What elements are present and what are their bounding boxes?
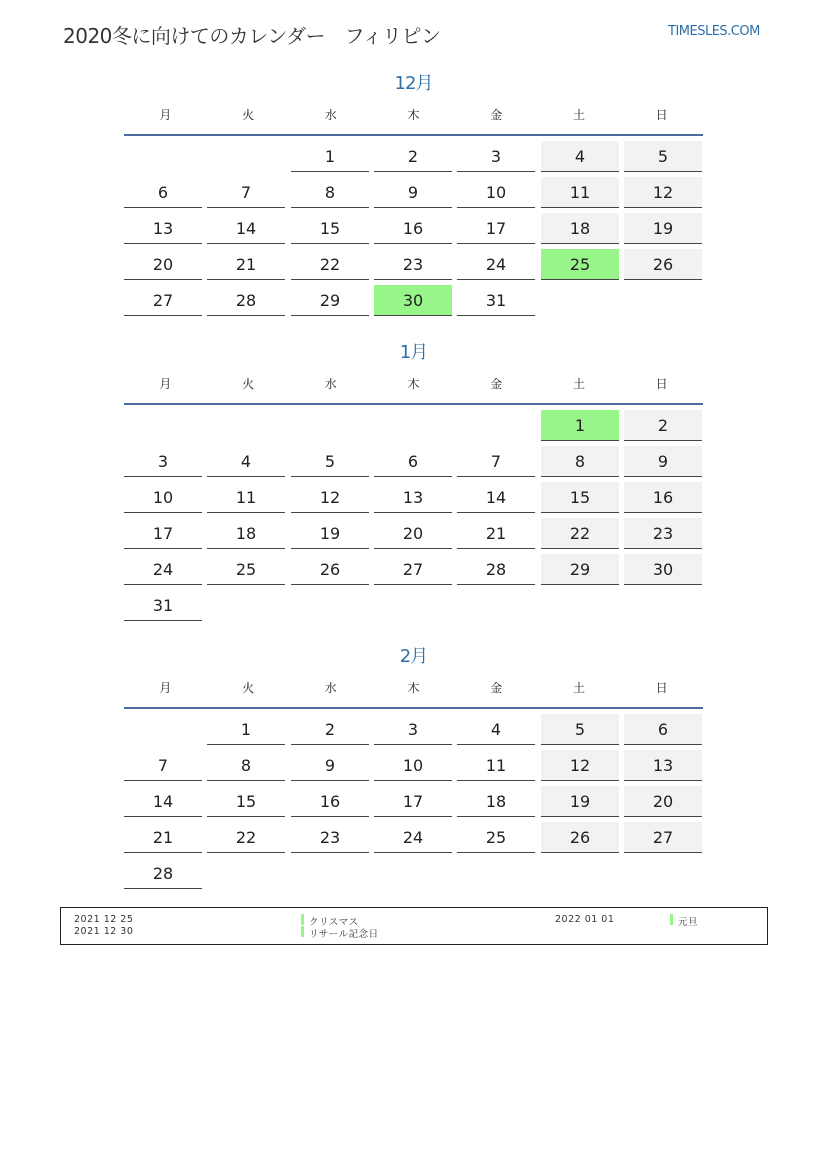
- weekday-label: 金: [490, 377, 503, 391]
- day-cell: 6: [124, 177, 202, 208]
- month-title: 12月: [394, 73, 433, 94]
- header-divider: [124, 707, 703, 709]
- day-cell: 23: [374, 249, 452, 280]
- day-cell: 13: [624, 750, 702, 781]
- day-cell: 14: [207, 213, 285, 244]
- weekday-header: [124, 679, 703, 705]
- day-cell: 4: [457, 714, 535, 745]
- day-cell: 22: [541, 518, 619, 549]
- day-cell: 7: [207, 177, 285, 208]
- holiday-marker: [301, 914, 304, 925]
- weekday-label: 木: [407, 108, 420, 122]
- day-cell: 17: [457, 213, 535, 244]
- weekday-label: 木: [407, 377, 420, 391]
- day-cell: 12: [541, 750, 619, 781]
- weekday-label: 火: [242, 377, 255, 391]
- day-cell: 24: [457, 249, 535, 280]
- holiday-day-cell: 25: [541, 249, 619, 280]
- day-cell: 15: [541, 482, 619, 513]
- header-divider: [124, 134, 703, 136]
- weekday-label: 土: [572, 108, 585, 122]
- day-cell: 3: [374, 714, 452, 745]
- day-cell: 2: [291, 714, 369, 745]
- day-cell: 10: [124, 482, 202, 513]
- day-cell: 23: [624, 518, 702, 549]
- day-cell: 14: [457, 482, 535, 513]
- day-cell: 21: [207, 249, 285, 280]
- day-cell: 22: [291, 249, 369, 280]
- day-cell: 17: [374, 786, 452, 817]
- weekday-label: 水: [324, 108, 337, 122]
- day-cell: 15: [291, 213, 369, 244]
- weekday-label: 月: [159, 377, 172, 391]
- legend-date: 2021 12 25: [74, 914, 134, 925]
- day-cell: 6: [624, 714, 702, 745]
- day-cell: 18: [457, 786, 535, 817]
- day-cell: 31: [457, 285, 535, 316]
- weekday-label: 土: [572, 681, 585, 695]
- weekday-label: 日: [655, 377, 668, 391]
- weekday-label: 火: [242, 681, 255, 695]
- weekday-header: [124, 375, 703, 401]
- day-cell: 31: [124, 590, 202, 621]
- day-cell: 1: [207, 714, 285, 745]
- day-grid: [124, 410, 703, 626]
- day-cell: 12: [624, 177, 702, 208]
- weekday-label: 木: [407, 681, 420, 695]
- day-cell: 10: [457, 177, 535, 208]
- day-cell: 26: [541, 822, 619, 853]
- day-cell: 14: [124, 786, 202, 817]
- day-cell: 7: [124, 750, 202, 781]
- day-cell: 16: [374, 213, 452, 244]
- day-cell: 11: [457, 750, 535, 781]
- month-title: 1月: [399, 342, 428, 363]
- weekday-label: 月: [159, 108, 172, 122]
- day-cell: 8: [207, 750, 285, 781]
- weekday-header: [124, 106, 703, 132]
- day-cell: 9: [624, 446, 702, 477]
- day-cell: 3: [457, 141, 535, 172]
- legend-holiday-name: リサール記念日: [309, 929, 379, 940]
- day-cell: 1: [291, 141, 369, 172]
- day-cell: 13: [374, 482, 452, 513]
- day-cell: 27: [374, 554, 452, 585]
- day-cell: 27: [124, 285, 202, 316]
- day-cell: 24: [124, 554, 202, 585]
- legend-date: 2022 01 01: [555, 914, 615, 925]
- day-cell: 4: [541, 141, 619, 172]
- day-cell: 19: [624, 213, 702, 244]
- day-cell: 10: [374, 750, 452, 781]
- month-block: [124, 339, 703, 626]
- day-cell: 9: [291, 750, 369, 781]
- day-cell: 6: [374, 446, 452, 477]
- day-cell: 18: [541, 213, 619, 244]
- weekday-label: 水: [324, 377, 337, 391]
- day-cell: 29: [541, 554, 619, 585]
- day-cell: 20: [124, 249, 202, 280]
- weekday-label: 火: [242, 108, 255, 122]
- month-block: [124, 643, 703, 894]
- day-cell: 8: [291, 177, 369, 208]
- holiday-marker: [670, 914, 673, 925]
- brand-link[interactable]: TIMESLES.COM: [668, 24, 760, 39]
- day-cell: 28: [457, 554, 535, 585]
- day-cell: 16: [624, 482, 702, 513]
- month-block: [124, 70, 703, 321]
- day-cell: 26: [624, 249, 702, 280]
- weekday-label: 土: [572, 377, 585, 391]
- day-cell: 28: [207, 285, 285, 316]
- day-cell: 4: [207, 446, 285, 477]
- legend-date: 2021 12 30: [74, 926, 134, 937]
- day-cell: 2: [374, 141, 452, 172]
- day-cell: 3: [124, 446, 202, 477]
- legend-holiday-name: クリスマス: [309, 917, 359, 928]
- day-cell: 21: [124, 822, 202, 853]
- day-cell: 25: [207, 554, 285, 585]
- day-cell: 22: [207, 822, 285, 853]
- day-cell: 5: [624, 141, 702, 172]
- day-cell: 30: [624, 554, 702, 585]
- day-cell: 9: [374, 177, 452, 208]
- day-cell: 12: [291, 482, 369, 513]
- day-cell: 13: [124, 213, 202, 244]
- day-cell: 19: [291, 518, 369, 549]
- day-cell: 18: [207, 518, 285, 549]
- holiday-marker: [301, 926, 304, 937]
- weekday-label: 日: [655, 108, 668, 122]
- day-cell: 11: [207, 482, 285, 513]
- day-cell: 26: [291, 554, 369, 585]
- day-cell: 5: [291, 446, 369, 477]
- day-cell: 21: [457, 518, 535, 549]
- day-cell: 16: [291, 786, 369, 817]
- day-cell: 20: [624, 786, 702, 817]
- weekday-label: 金: [490, 681, 503, 695]
- page-title: 2020冬に向けてのカレンダー フィリピン: [63, 24, 441, 48]
- day-grid: [124, 714, 703, 894]
- day-cell: 27: [624, 822, 702, 853]
- day-cell: 7: [457, 446, 535, 477]
- day-cell: 11: [541, 177, 619, 208]
- day-cell: 25: [457, 822, 535, 853]
- weekday-label: 日: [655, 681, 668, 695]
- day-cell: 5: [541, 714, 619, 745]
- day-cell: 24: [374, 822, 452, 853]
- day-grid: [124, 141, 703, 321]
- day-cell: 23: [291, 822, 369, 853]
- day-cell: 17: [124, 518, 202, 549]
- weekday-label: 金: [490, 108, 503, 122]
- day-cell: 19: [541, 786, 619, 817]
- day-cell: 29: [291, 285, 369, 316]
- day-cell: 20: [374, 518, 452, 549]
- header-divider: [124, 403, 703, 405]
- holiday-day-cell: 1: [541, 410, 619, 441]
- day-cell: 8: [541, 446, 619, 477]
- holiday-day-cell: 30: [374, 285, 452, 316]
- weekday-label: 水: [324, 681, 337, 695]
- legend-holiday-name: 元旦: [678, 917, 699, 928]
- weekday-label: 月: [159, 681, 172, 695]
- month-title: 2月: [399, 646, 428, 667]
- day-cell: 15: [207, 786, 285, 817]
- day-cell: 2: [624, 410, 702, 441]
- day-cell: 28: [124, 858, 202, 889]
- holiday-legend: [60, 907, 768, 945]
